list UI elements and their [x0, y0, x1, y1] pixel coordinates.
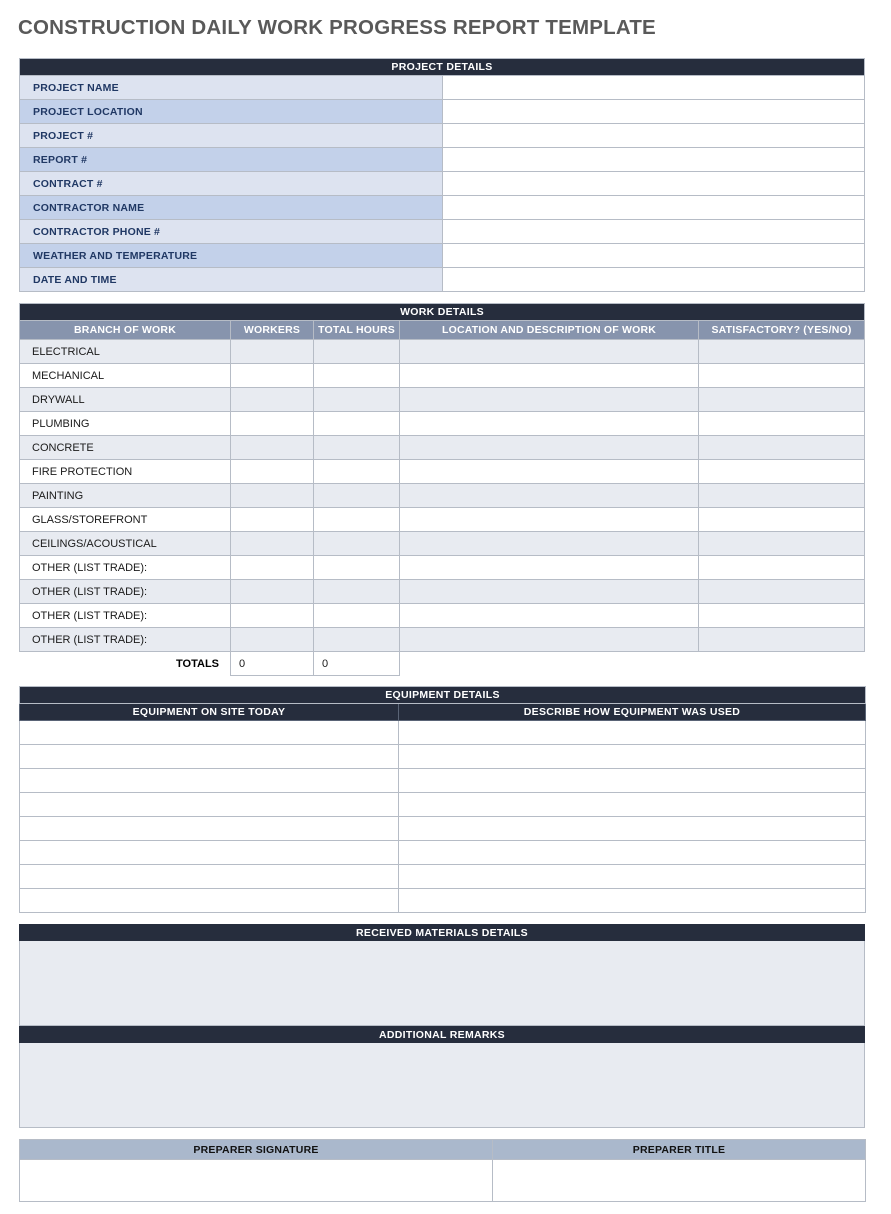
work-row-branch-label: FIRE PROTECTION	[20, 460, 231, 484]
equipment-usage-input[interactable]	[399, 841, 866, 865]
project-details-input[interactable]	[442, 76, 865, 100]
table-row	[20, 532, 865, 556]
table-row	[20, 436, 865, 460]
column-header-total-hours: TOTAL HOURS	[314, 321, 400, 340]
equipment-name-input[interactable]	[20, 841, 399, 865]
equipment-name-input[interactable]	[20, 889, 399, 913]
equipment-name-input[interactable]	[20, 865, 399, 889]
work-row-satisfactory-input[interactable]	[699, 508, 865, 532]
work-row-branch-label: CONCRETE	[20, 436, 231, 460]
table-row	[20, 865, 866, 889]
work-row-total-hours-input[interactable]	[314, 340, 400, 364]
work-row-workers-input[interactable]	[231, 604, 314, 628]
work-row-total-hours-input[interactable]	[314, 460, 400, 484]
preparer-signature-input[interactable]	[20, 1160, 493, 1202]
work-row-workers-input[interactable]	[231, 364, 314, 388]
additional-remarks-input[interactable]	[19, 1043, 865, 1128]
work-row-total-hours-input[interactable]	[314, 628, 400, 652]
project-details-row	[20, 100, 865, 124]
equipment-usage-input[interactable]	[399, 745, 866, 769]
work-row-workers-input[interactable]	[231, 628, 314, 652]
totals-spacer	[400, 652, 699, 676]
equipment-usage-input[interactable]	[399, 769, 866, 793]
table-row	[20, 745, 866, 769]
equipment-name-input[interactable]	[20, 817, 399, 841]
work-row-description-input[interactable]	[400, 460, 699, 484]
project-details-row	[20, 196, 865, 220]
received-materials-section	[19, 924, 865, 1026]
table-row	[20, 364, 865, 388]
work-row-workers-input[interactable]	[231, 556, 314, 580]
totals-spacer	[699, 652, 865, 676]
table-row	[20, 388, 865, 412]
work-row-satisfactory-input[interactable]	[699, 556, 865, 580]
project-details-label: REPORT #	[20, 148, 443, 172]
work-row-workers-input[interactable]	[231, 508, 314, 532]
work-row-satisfactory-input[interactable]	[699, 460, 865, 484]
work-row-total-hours-input[interactable]	[314, 532, 400, 556]
work-row-workers-input[interactable]	[231, 412, 314, 436]
work-details-totals-row	[20, 652, 865, 676]
work-row-workers-input[interactable]	[231, 460, 314, 484]
work-row-workers-input[interactable]	[231, 580, 314, 604]
preparer-value-row	[20, 1160, 866, 1202]
work-row-branch-label: OTHER (LIST TRADE):	[20, 604, 231, 628]
work-row-branch-label: DRYWALL	[20, 388, 231, 412]
work-row-workers-input[interactable]	[231, 340, 314, 364]
preparer-signature-label: PREPARER SIGNATURE	[20, 1140, 493, 1160]
table-row	[20, 628, 865, 652]
equipment-usage-input[interactable]	[399, 793, 866, 817]
table-row	[20, 889, 866, 913]
project-details-label: PROJECT NAME	[20, 76, 443, 100]
work-row-workers-input[interactable]	[231, 484, 314, 508]
table-row	[20, 580, 865, 604]
work-details-header-row	[20, 304, 865, 321]
work-row-satisfactory-input[interactable]	[699, 412, 865, 436]
project-details-label: PROJECT LOCATION	[20, 100, 443, 124]
work-details-column-header-row	[20, 321, 865, 340]
work-row-total-hours-input[interactable]	[314, 388, 400, 412]
work-row-workers-input[interactable]	[231, 532, 314, 556]
project-details-label: PROJECT #	[20, 124, 443, 148]
project-details-input[interactable]	[442, 172, 865, 196]
work-row-branch-label: CEILINGS/ACOUSTICAL	[20, 532, 231, 556]
project-details-input[interactable]	[442, 124, 865, 148]
work-row-branch-label: OTHER (LIST TRADE):	[20, 628, 231, 652]
table-row	[20, 412, 865, 436]
work-row-description-input[interactable]	[400, 412, 699, 436]
work-row-total-hours-input[interactable]	[314, 484, 400, 508]
additional-remarks-section-title: ADDITIONAL REMARKS	[19, 1026, 865, 1043]
equipment-column-header-row	[20, 704, 866, 721]
project-details-input[interactable]	[442, 268, 865, 292]
work-row-description-input[interactable]	[400, 628, 699, 652]
equipment-name-input[interactable]	[20, 745, 399, 769]
table-row	[20, 817, 866, 841]
preparer-table	[19, 1139, 866, 1202]
project-details-label: WEATHER AND TEMPERATURE	[20, 244, 443, 268]
work-row-satisfactory-input[interactable]	[699, 532, 865, 556]
preparer-title-label: PREPARER TITLE	[493, 1140, 866, 1160]
project-details-row	[20, 220, 865, 244]
table-row	[20, 460, 865, 484]
work-row-total-hours-input[interactable]	[314, 364, 400, 388]
work-row-total-hours-input[interactable]	[314, 412, 400, 436]
work-row-satisfactory-input[interactable]	[699, 604, 865, 628]
received-materials-input[interactable]	[19, 941, 865, 1026]
project-details-row	[20, 172, 865, 196]
work-row-workers-input[interactable]	[231, 388, 314, 412]
column-header-equipment-usage: DESCRIBE HOW EQUIPMENT WAS USED	[399, 704, 866, 721]
table-row	[20, 841, 866, 865]
work-row-description-input[interactable]	[400, 388, 699, 412]
work-row-description-input[interactable]	[400, 484, 699, 508]
column-header-satisfactory: SATISFACTORY? (YES/NO)	[699, 321, 865, 340]
totals-label: TOTALS	[20, 652, 231, 676]
work-row-description-input[interactable]	[400, 340, 699, 364]
additional-remarks-section	[19, 1026, 865, 1128]
work-row-total-hours-input[interactable]	[314, 508, 400, 532]
page-title: CONSTRUCTION DAILY WORK PROGRESS REPORT TEMPLATE	[18, 16, 656, 39]
work-row-description-input[interactable]	[400, 508, 699, 532]
project-details-row	[20, 268, 865, 292]
project-details-input[interactable]	[442, 244, 865, 268]
work-row-description-input[interactable]	[400, 364, 699, 388]
column-header-equipment-on-site: EQUIPMENT ON SITE TODAY	[20, 704, 399, 721]
work-row-satisfactory-input[interactable]	[699, 484, 865, 508]
table-row	[20, 604, 865, 628]
table-row	[20, 556, 865, 580]
work-row-satisfactory-input[interactable]	[699, 628, 865, 652]
project-details-input[interactable]	[442, 196, 865, 220]
work-row-satisfactory-input[interactable]	[699, 364, 865, 388]
equipment-name-input[interactable]	[20, 769, 399, 793]
project-details-input[interactable]	[442, 220, 865, 244]
project-details-table	[19, 58, 865, 292]
work-row-total-hours-input[interactable]	[314, 436, 400, 460]
work-row-total-hours-input[interactable]	[314, 580, 400, 604]
work-row-branch-label: OTHER (LIST TRADE):	[20, 556, 231, 580]
project-details-section-title: PROJECT DETAILS	[20, 59, 865, 76]
table-row	[20, 340, 865, 364]
equipment-name-input[interactable]	[20, 793, 399, 817]
work-row-description-input[interactable]	[400, 556, 699, 580]
project-details-input[interactable]	[442, 100, 865, 124]
column-header-workers: WORKERS	[231, 321, 314, 340]
work-row-branch-label: GLASS/STOREFRONT	[20, 508, 231, 532]
table-row	[20, 793, 866, 817]
work-row-satisfactory-input[interactable]	[699, 580, 865, 604]
work-row-description-input[interactable]	[400, 604, 699, 628]
project-details-header-row	[20, 59, 865, 76]
project-details-row	[20, 244, 865, 268]
totals-workers-value: 0	[231, 652, 314, 676]
preparer-header-row	[20, 1140, 866, 1160]
table-row	[20, 508, 865, 532]
project-details-row	[20, 76, 865, 100]
work-row-description-input[interactable]	[400, 436, 699, 460]
work-row-total-hours-input[interactable]	[314, 556, 400, 580]
project-details-label: CONTRACTOR NAME	[20, 196, 443, 220]
work-row-branch-label: PAINTING	[20, 484, 231, 508]
equipment-details-header-row	[20, 687, 866, 704]
equipment-usage-input[interactable]	[399, 889, 866, 913]
equipment-name-input[interactable]	[20, 721, 399, 745]
work-row-branch-label: ELECTRICAL	[20, 340, 231, 364]
project-details-label: CONTRACT #	[20, 172, 443, 196]
work-details-table	[19, 303, 865, 676]
column-header-location-description: LOCATION AND DESCRIPTION OF WORK	[400, 321, 699, 340]
project-details-row	[20, 148, 865, 172]
preparer-title-input[interactable]	[493, 1160, 866, 1202]
received-materials-section-title: RECEIVED MATERIALS DETAILS	[19, 924, 865, 941]
work-row-satisfactory-input[interactable]	[699, 436, 865, 460]
work-row-branch-label: MECHANICAL	[20, 364, 231, 388]
equipment-usage-input[interactable]	[399, 817, 866, 841]
table-row	[20, 721, 866, 745]
work-row-branch-label: PLUMBING	[20, 412, 231, 436]
table-row	[20, 769, 866, 793]
equipment-usage-input[interactable]	[399, 721, 866, 745]
equipment-usage-input[interactable]	[399, 865, 866, 889]
project-details-label: CONTRACTOR PHONE #	[20, 220, 443, 244]
table-row	[20, 484, 865, 508]
totals-total-hours-value: 0	[314, 652, 400, 676]
project-details-row	[20, 124, 865, 148]
equipment-details-table	[19, 686, 866, 913]
work-row-description-input[interactable]	[400, 580, 699, 604]
work-row-workers-input[interactable]	[231, 436, 314, 460]
work-row-total-hours-input[interactable]	[314, 604, 400, 628]
column-header-branch-of-work: BRANCH OF WORK	[20, 321, 231, 340]
project-details-label: DATE AND TIME	[20, 268, 443, 292]
equipment-details-section-title: EQUIPMENT DETAILS	[20, 687, 866, 704]
work-row-satisfactory-input[interactable]	[699, 340, 865, 364]
project-details-input[interactable]	[442, 148, 865, 172]
work-row-description-input[interactable]	[400, 532, 699, 556]
work-row-branch-label: OTHER (LIST TRADE):	[20, 580, 231, 604]
work-details-section-title: WORK DETAILS	[20, 304, 865, 321]
work-row-satisfactory-input[interactable]	[699, 388, 865, 412]
